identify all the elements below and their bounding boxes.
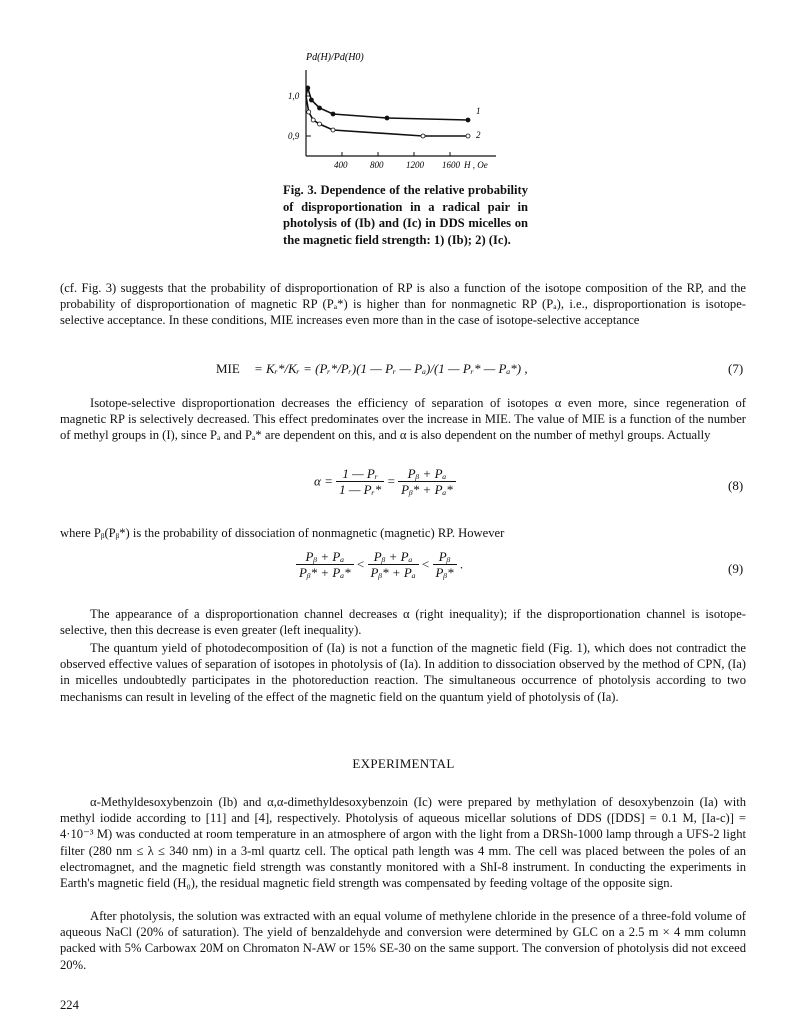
eq8-lhs: α = bbox=[314, 473, 333, 489]
series-1-curve bbox=[306, 88, 468, 120]
eq7-lhs: MIE bbox=[216, 361, 240, 376]
x-tick-label: 1200 bbox=[406, 160, 424, 170]
paragraph-6: α-Methyldesoxybenzoin (Ib) and α,α-dimethyldesoxybenzoin (Ic) were prepared by methylation of desoxybenzoin (Ia) with methyl iodide according to [11] and [4], respectively. Photolysis of aqueous micellar solutions of DDS ([DDS] = 0.1 M, [Ia-c)] = 4·10⁻³ M) was conducted at room temperature in an atmosphere of argon with the light from a DRSh-1000 lamp through a UFS-2 light filter (280 nm ≤ λ ≤ 340 nm) in a 3-ml quartz cell. The optical path length was 4 mm. The cell was placed between the poles of an electromagnet, and the magnetic field strength was constantly monitored with a ShI-8 instrument. In conducting the experiments in Earth's magnetic field (H₀), the residual magnetic field strength was compensated by feeding voltage of the opposite sign. bbox=[60, 795, 746, 891]
series-1-point bbox=[306, 86, 310, 90]
eq9-f3-denominator: Pᵦ* bbox=[435, 565, 454, 580]
paragraph-5: The quantum yield of photodecomposition of (Ia) is not a function of the magnetic field (Fig. 1), which does not contradict the observed effective values of separation of isotopes in photolysis of (Ia). In addition to dissociation observed by the method of CPN, (Ia) in micelles undoubtedly participates in the photoreduction reaction. The simultaneous occurrence of photolysis according to two mechanisms can result in leveling of the effect of the magnetic field on the quantum yield of photolysis of (Ia). bbox=[60, 641, 746, 704]
equation-8 bbox=[314, 466, 456, 497]
eq7-number: (7) bbox=[728, 361, 744, 376]
eq8-equals: = bbox=[387, 473, 395, 489]
series-1-point bbox=[466, 118, 470, 122]
series-1-point bbox=[309, 98, 313, 102]
curve-label-1: 1 bbox=[476, 106, 481, 116]
eq8-fraction-1 bbox=[336, 466, 384, 497]
eq9-fraction-1 bbox=[296, 549, 354, 580]
y-axis-label: Pd(H)/Pd(H0) bbox=[306, 52, 364, 63]
eq8-number: (8) bbox=[728, 478, 744, 493]
eq9-fraction-3 bbox=[433, 549, 457, 580]
section-heading-experimental: EXPERIMENTAL bbox=[352, 756, 455, 771]
eq8-fraction-2 bbox=[398, 466, 456, 497]
paragraph-4: The appearance of a disproportionation channel decreases α (right inequality); if the disproportionation channel is isotope-selective, then this decrease is even greater (left inequality). bbox=[60, 607, 746, 638]
series-2-point bbox=[421, 134, 425, 138]
chart-svg bbox=[288, 48, 536, 180]
eq9-f1-denominator: Pᵦ* + Pₐ* bbox=[299, 565, 351, 580]
figure-3-chart bbox=[288, 48, 536, 180]
paragraph-3: where Pᵦ(Pᵦ*) is the probability of dissociation of nonmagnetic (magnetic) RP. However bbox=[60, 526, 505, 540]
paragraph-1: (cf. Fig. 3) suggests that the probability of disproportionation of RP is also a function of the isotope composition of the RP, and the probability of disproportionation of magnetic RP (Pₐ*) is higher than for nonmagnetic RP (Pₐ), i.e., disproportionation is isotope-selective acceptance. In these conditions, MIE increases even more than in the case of isotope-selective acceptance bbox=[60, 281, 746, 328]
eq9-number: (9) bbox=[728, 561, 744, 576]
series-2-point bbox=[466, 134, 470, 138]
page-number: 224 bbox=[60, 998, 79, 1012]
eq8-f1-denominator: 1 — Pᵣ* bbox=[339, 482, 382, 497]
x-tick-label: 800 bbox=[370, 160, 384, 170]
eq9-f2-denominator: Pᵦ* + Pₐ bbox=[370, 565, 416, 580]
series-2-point bbox=[331, 128, 335, 132]
eq9-less-than-1: < bbox=[356, 556, 365, 572]
series-2-point bbox=[318, 122, 322, 126]
curve-label-2: 2 bbox=[476, 130, 481, 140]
figure-caption: Fig. 3. Dependence of the relative probability of disproportionation in a radical pair in photolysis of (Ib) and (Ic) in DDS micelles on the magnetic field strength: 1) (Ib); 2) (Ic). bbox=[283, 183, 528, 247]
x-tick-label: 400 bbox=[334, 160, 348, 170]
eq8-f2-denominator: Pᵦ* + Pₐ* bbox=[401, 482, 453, 497]
eq8-f2-numerator: Pᵦ + Pₐ bbox=[398, 466, 456, 482]
equation-9 bbox=[296, 549, 463, 580]
y-tick-label: 1,0 bbox=[288, 91, 300, 101]
y-tick-label: 0,9 bbox=[288, 131, 300, 141]
eq9-f1-numerator: Pᵦ + Pₐ bbox=[296, 549, 354, 565]
eq9-f3-numerator: Pᵦ bbox=[433, 549, 457, 565]
paragraph-7: After photolysis, the solution was extracted with an equal volume of methylene chloride in the presence of a three-fold volume of aqueous NaCl (20% of saturation). The yield of benzaldehyde and conversion were determined by GLC on a 2.5 m × 4 mm column packed with 5% Carbowax 20M on Chromaton N-AW or 15% SE-30 on the same support. The conversion of photolysis did not exceed 20%. bbox=[60, 909, 746, 972]
eq7-rhs: = Kᵣ*/Kᵣ = (Pᵣ*/Pᵣ)(1 — Pᵣ — Pₐ)/(1 — Pᵣ* — Pₐ*) , bbox=[254, 361, 528, 376]
eq9-period: . bbox=[459, 556, 464, 572]
eq9-less-than-2: < bbox=[421, 556, 430, 572]
series-1-point bbox=[385, 116, 389, 120]
x-tick-label: 1600 bbox=[442, 160, 460, 170]
series-2-point bbox=[307, 110, 311, 114]
x-axis-unit: H , Oe bbox=[464, 160, 488, 170]
eq9-fraction-2 bbox=[368, 549, 419, 580]
series-1-point bbox=[318, 106, 322, 110]
eq8-f1-numerator: 1 — Pᵣ bbox=[336, 466, 384, 482]
eq9-f2-numerator: Pᵦ + Pₐ bbox=[368, 549, 419, 565]
paragraph-2: Isotope-selective disproportionation decreases the efficiency of separation of isotopes α even more, since regeneration of magnetic RP is selectively decreased. This effect predominates over the increase in MIE. The value of MIE is a function of the number of methyl groups in (I), since Pₐ and Pₐ* are dependent on this, and α is also dependent on the number of methyl groups. Actually bbox=[60, 396, 746, 443]
series-1-point bbox=[331, 112, 335, 116]
series-2-point bbox=[311, 118, 315, 122]
